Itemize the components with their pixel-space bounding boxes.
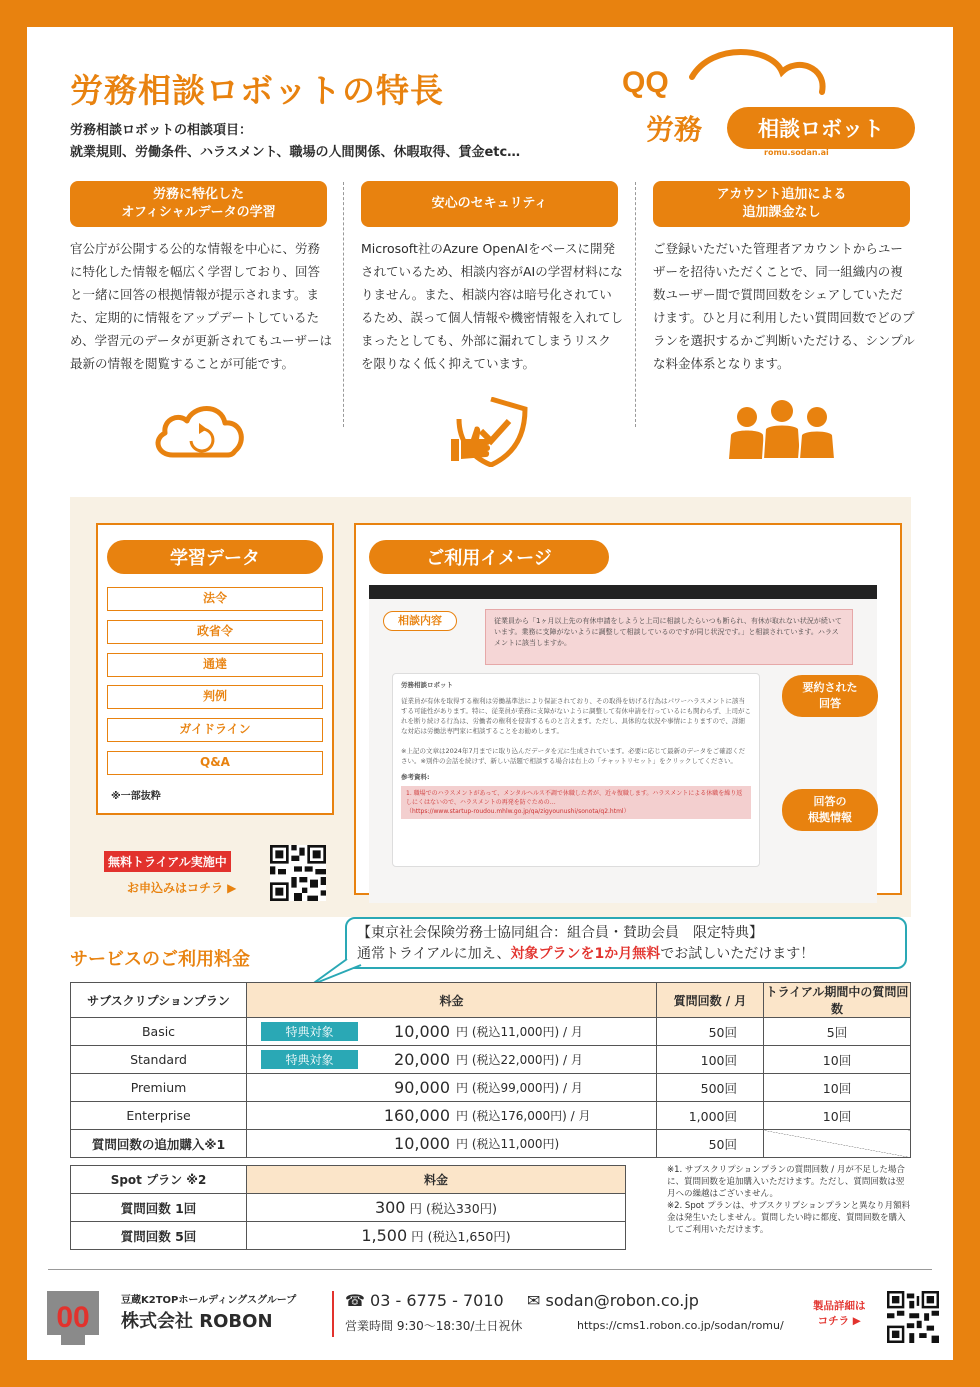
group-name: 豆蔵K2TOPホールディングスグループ (121, 1295, 297, 1306)
plan-name: Basic (71, 1018, 247, 1046)
col-plan: サブスクリプションプラン (71, 983, 247, 1018)
table-row (71, 1018, 911, 1046)
table-row (71, 1074, 911, 1102)
business-hours: 営業時間 9:30〜18:30/土日祝休 (345, 1319, 523, 1333)
logo-domain: romu.sodan.ai (764, 148, 829, 157)
trial-questions: 10回 (764, 1046, 911, 1074)
page-sheet (27, 27, 953, 1360)
questions-per-month: 100回 (657, 1046, 764, 1074)
plan-name: Premium (71, 1074, 247, 1102)
shield-thumbs-up-icon (441, 397, 541, 467)
footer-accent-bar (332, 1291, 334, 1337)
usage-image-title: ご利用イメージ (369, 540, 609, 574)
answer-notes: ※上記の文章は2024年7月までに取り込んだデータを元に生成されています。必要に応じて最新のデータをご確認ください。※別件の会話を続けず、新しい話題で相談する場合は右上の「チャットリセット」をクリックしてください。 (401, 747, 746, 765)
product-url[interactable]: https://cms1.robon.co.jp/sodan/romu/ (577, 1319, 784, 1332)
svg-text:00: 00 (56, 1301, 90, 1334)
table-row (71, 1130, 911, 1158)
product-qr-code[interactable] (887, 1291, 939, 1343)
pricing-note-2: ※2. Spot プランは、サブスクリプションプランと異なり月額料金は発生いたしません。質問したい時に都度、質問回数を購入してご利用いただけます。 (667, 1201, 911, 1235)
pricing-note-1: ※1. サブスクリプションプランの質問回数 / 月が不足した場合に、質問回数を追加購入いただけます。ただし、質問回数は翌月への繰越はございません。 (667, 1165, 905, 1199)
feature-body-2: Microsoft社のAzure OpenAIをベースに開発されているため、相談内容がAIの学習材料になりません。また、相談内容は暗号化されているため、誤って個人情報や機密情報を入れてしまったとしても、外部に漏れてしまうリスクを限りなく低く抑えています。 (361, 241, 624, 371)
col-trial-questions: トライアル期間中の質問回数 (764, 983, 911, 1018)
column-divider (635, 182, 636, 427)
trial-questions-na (764, 1130, 911, 1158)
table-header-row (71, 1166, 626, 1194)
plan-price (247, 1074, 657, 1102)
learning-item: 法令 (107, 587, 323, 611)
offer-text-pre: 通常トライアルに加え、 (357, 946, 511, 962)
price-tax: 円 (税込11,000円) / 月 (456, 1025, 583, 1039)
table-row (71, 1194, 626, 1222)
consult-content-tag: 相談内容 (383, 611, 457, 631)
apply-link[interactable]: お申込みはコチラ ▶ (127, 881, 237, 895)
spot-price-amount: 300 (374, 1198, 406, 1217)
footer-divider (48, 1269, 932, 1270)
answer-header: 労務相談ロボット (401, 681, 453, 689)
feature-heading-1: 労務に特化した オフィシャルデータの学習 (70, 181, 327, 227)
mail-icon: ✉ (527, 1291, 546, 1310)
price-tax: 円 (税込11,000円) (456, 1137, 560, 1151)
spot-price-tax: 円 (税込1,650円) (411, 1229, 511, 1244)
spot-price-amount: 1,500 (361, 1226, 408, 1245)
spot-plan-name: 質問回数 5回 (71, 1222, 247, 1250)
learning-item: Q&A (107, 751, 323, 775)
apply-qr-code[interactable] (270, 845, 326, 901)
price-tax: 円 (税込22,000円) / 月 (456, 1053, 583, 1067)
learning-item: 政省令 (107, 620, 323, 644)
partial-note: ※一部抜粋 (111, 791, 161, 802)
questions-per-month: 1,000回 (657, 1102, 764, 1130)
logo-word2: 相談ロボット (758, 117, 884, 141)
logo-qq: QQ (622, 66, 669, 99)
price-amount: 20,000 (394, 1050, 450, 1069)
plan-price (247, 1046, 657, 1074)
users-group-icon (727, 397, 837, 467)
logo-word1: 労務 (646, 113, 703, 146)
spot-price (247, 1194, 626, 1222)
trial-questions: 10回 (764, 1074, 911, 1102)
logo-speech-arc (692, 52, 823, 92)
plan-name: 質問回数の追加購入※1 (71, 1130, 247, 1158)
cloud-sync-icon (151, 397, 251, 467)
summary-answer-tag: 要約された 回答 (782, 675, 878, 717)
email-address: sodan@robon.co.jp (545, 1291, 699, 1310)
table-row (71, 1222, 626, 1250)
offer-text-emphasis: 対象プランを1か月無料 (510, 946, 661, 962)
table-header-row (71, 983, 911, 1018)
pricing-notes (667, 1164, 912, 1236)
robot-answer-card (392, 673, 760, 867)
trial-questions: 5回 (764, 1018, 911, 1046)
member-offer-bubble (345, 917, 907, 969)
robon-logo (47, 1287, 99, 1345)
plan-price (247, 1130, 657, 1158)
learning-item: 通達 (107, 653, 323, 677)
offer-line2 (357, 944, 895, 965)
table-row (71, 1046, 911, 1074)
answer-text: 従業員が有休を取得する権利は労働基準法により保証されており、その取得を妨げる行為はパワーハラスメントに該当する可能性があります。特に、従業員が業務に支障がないように調整して有休申請を行っているにも関わらず、上司がこれを断り続ける行為は、労働者の権利を侵害するものと言えます。ただし、具体的な状況や事情によりますので、詳細な対応は労働法専門家に相談することをお勧めします。 (401, 697, 751, 735)
col-spot-plan: Spot プラン ※2 (71, 1166, 247, 1194)
free-trial-badge: 無料トライアル実施中 (104, 851, 231, 872)
phone[interactable] (345, 1291, 504, 1310)
spot-price (247, 1222, 626, 1250)
benefit-badge: 特典対象 (261, 1022, 358, 1041)
plan-price (247, 1018, 657, 1046)
plan-price (247, 1102, 657, 1130)
column-divider (343, 182, 344, 427)
basis-info-tag: 回答の 根拠情報 (782, 789, 878, 831)
trial-questions: 10回 (764, 1102, 911, 1130)
questions-per-month: 50回 (657, 1130, 764, 1158)
company-name: 株式会社 ROBON (121, 1311, 273, 1332)
plan-name: Standard (71, 1046, 247, 1074)
price-amount: 10,000 (394, 1134, 450, 1153)
feature-heading-3: アカウント追加による 追加課金なし (653, 181, 910, 227)
price-amount: 90,000 (394, 1078, 450, 1097)
consult-topics-label: 労務相談ロボットの相談項目： (70, 123, 253, 138)
col-spot-price: 料金 (247, 1166, 626, 1194)
questions-per-month: 500回 (657, 1074, 764, 1102)
page-title: 労務相談ロボットの特長 (70, 71, 444, 110)
reference-box (401, 786, 751, 819)
feature-body-1: 官公庁が公開する公的な情報を中心に、労務に特化した情報を幅広く学習しており、回答と一緒に回答の根拠情報が提示されます。また、定期的に情報をアップデートしているため、学習元のデータが更新されてもユーザーは最新の情報を閲覧することが可能です。 (70, 241, 333, 371)
price-tax: 円 (税込99,000円) / 月 (456, 1081, 583, 1095)
offer-line1: 【東京社会保険労務士協同組合：組合員・賛助会員 限定特典】 (357, 925, 763, 941)
phone-number: 03 - 6775 - 7010 (370, 1291, 504, 1310)
price-tax: 円 (税込176,000円) / 月 (456, 1109, 591, 1123)
price-amount: 160,000 (383, 1106, 450, 1125)
col-price: 料金 (247, 983, 657, 1018)
consult-topics: 就業規則、労働条件、ハラスメント、職場の人間関係、休暇取得、賃金etc… (70, 145, 521, 160)
questions-per-month: 50回 (657, 1018, 764, 1046)
learning-item: 判例 (107, 685, 323, 709)
learning-item: ガイドライン (107, 718, 323, 742)
reference-url[interactable]: （https://www.startup-roudou.mhlw.go.jp/qa/zigyounushi/sonota/q2.html） (406, 808, 630, 815)
reference-text: 1. 職場でのハラスメントがあって、メンタルヘルス不調で休職した者が、近々復職します。ハラスメントによる休職を繰り返しにくはないので、ハラスメントの再発を防ぐための… (406, 790, 743, 806)
benefit-badge: 特典対象 (261, 1050, 358, 1069)
spot-plan-table (70, 1165, 626, 1250)
romu-robot-logo (622, 47, 922, 157)
email[interactable] (527, 1291, 699, 1310)
spot-plan-name: 質問回数 1回 (71, 1194, 247, 1222)
subscription-table (70, 982, 911, 1158)
price-amount: 10,000 (394, 1022, 450, 1041)
reference-header: 参考資料: (401, 773, 430, 781)
learning-data-title: 学習データ (107, 540, 323, 574)
phone-icon: ☎ (345, 1291, 371, 1310)
col-questions: 質問回数 / 月 (657, 983, 764, 1018)
table-row (71, 1102, 911, 1130)
spot-price-tax: 円 (税込330円) (409, 1201, 498, 1216)
feature-heading-2: 安心のセキュリティ (361, 181, 618, 227)
offer-text-post: でお試しいただけます！ (660, 946, 815, 962)
user-question-bubble: 従業員から「1ヶ月以上先の有休申請をしようと上司に相談したらいつも断られ、有休が取れない状況が続いています。業務に支障がないように調整して相談しているのですが同じ状況です。」と相談されています。ハラスメントに該当しますか。 (485, 609, 853, 665)
pricing-title: サービスのご利用料金 (70, 949, 250, 970)
product-detail-link[interactable]: 製品詳細は コチラ ▶ (813, 1300, 866, 1327)
feature-body-3: ご登録いただいた管理者アカウントからユーザーを招待いただくことで、同一組織内の複数ユーザー間で質問回数をシェアしていただけます。ひと月に利用したい質問回数でどのプランを選択するかご判断いただける、シンプルな料金体系となります。 (653, 241, 915, 371)
plan-name: Enterprise (71, 1102, 247, 1130)
